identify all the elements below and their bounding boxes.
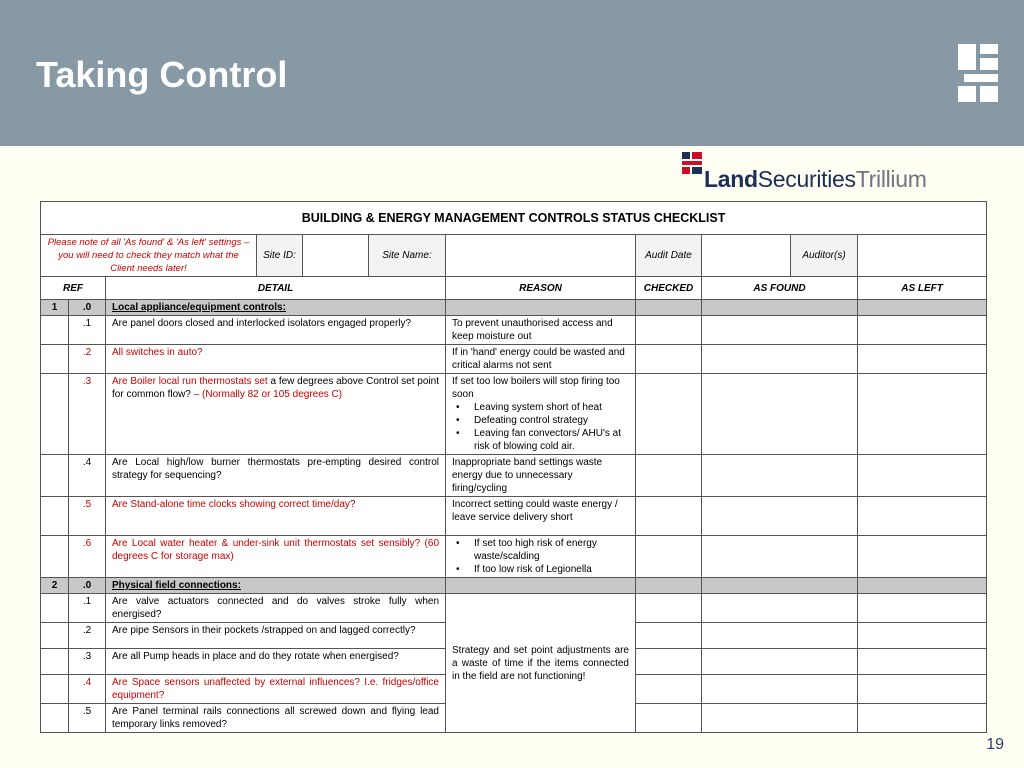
as-left-cell[interactable]	[858, 536, 987, 578]
as-found-cell[interactable]	[702, 455, 858, 497]
row-detail: Are Stand-alone time clocks showing correct time/day?	[106, 497, 446, 536]
checked-cell[interactable]	[636, 536, 702, 578]
section-title: Physical field connections:	[106, 578, 446, 594]
as-left-cell[interactable]	[858, 675, 987, 704]
row-ref: .5	[69, 704, 106, 733]
site-name-field[interactable]	[446, 235, 636, 277]
reason-bullet: • Defeating control strategy	[452, 414, 629, 427]
as-found-cell[interactable]	[702, 316, 858, 345]
checked-cell[interactable]	[636, 704, 702, 733]
table-row	[41, 455, 987, 497]
row-detail: Are pipe Sensors in their pockets /strapped on and lagged correctly?	[106, 623, 446, 649]
section-title: Local appliance/equipment controls:	[106, 300, 446, 316]
col-header-ref: REF	[41, 277, 106, 300]
as-found-cell[interactable]	[702, 374, 858, 455]
row-detail-part-red: Are Boiler local run thermostats set	[112, 376, 268, 387]
checked-cell[interactable]	[636, 649, 702, 675]
row-detail: All switches in auto?	[106, 345, 446, 374]
as-found-cell[interactable]	[702, 649, 858, 675]
audit-date-label: Audit Date	[636, 235, 702, 277]
brand-text-securities: Securities	[757, 166, 856, 192]
row-reason: To prevent unauthorised access and keep moisture out	[446, 316, 636, 345]
table-row	[41, 594, 987, 623]
shared-reason: Strategy and set point adjustments are a waste of time if the items connected in the field are not functioning!	[446, 594, 636, 733]
as-found-cell[interactable]	[702, 594, 858, 623]
row-ref: .6	[69, 536, 106, 578]
as-found-cell[interactable]	[702, 345, 858, 374]
brand-text-trillium: Trillium	[855, 166, 927, 192]
checked-cell[interactable]	[636, 345, 702, 374]
reason-bullet-list	[452, 401, 629, 453]
as-left-cell[interactable]	[858, 374, 987, 455]
section-row	[41, 300, 987, 316]
auditors-label: Auditor(s)	[791, 235, 858, 277]
auditors-field[interactable]	[858, 235, 987, 277]
row-ref: .3	[69, 649, 106, 675]
checked-cell[interactable]	[636, 455, 702, 497]
as-found-cell[interactable]	[702, 623, 858, 649]
page-number: 19	[986, 736, 1004, 753]
company-logo-icon	[958, 44, 998, 102]
as-left-cell[interactable]	[858, 649, 987, 675]
row-detail-part-red-2: – (Normally 82 or 105 degrees C)	[193, 389, 343, 400]
row-detail	[106, 374, 446, 455]
table-row	[41, 316, 987, 345]
section-number: 2	[41, 578, 69, 594]
row-detail: Are Local water heater & under-sink unit thermostats set sensibly? (60 degrees C for storage max)	[106, 536, 446, 578]
row-reason-text: If set too low boilers will stop firing too soon	[452, 376, 620, 400]
section-sub: .0	[69, 300, 106, 316]
row-reason: Incorrect setting could waste energy / leave service delivery short	[446, 497, 636, 536]
table-row	[41, 374, 987, 455]
checked-cell[interactable]	[636, 374, 702, 455]
table-row	[41, 497, 987, 536]
row-ref: .3	[69, 374, 106, 455]
row-ref: .1	[69, 594, 106, 623]
as-left-cell[interactable]	[858, 455, 987, 497]
row-ref: .2	[69, 345, 106, 374]
as-left-cell[interactable]	[858, 594, 987, 623]
as-left-cell[interactable]	[858, 345, 987, 374]
controls-checklist-table	[40, 201, 987, 733]
col-header-reason: REASON	[446, 277, 636, 300]
table-row	[41, 345, 987, 374]
section-number: 1	[41, 300, 69, 316]
as-left-cell[interactable]	[858, 704, 987, 733]
as-found-note: Please note of all 'As found' & 'As left' settings – you will need to check they match what the Client needs later!	[41, 235, 257, 277]
checklist-title: BUILDING & ENERGY MANAGEMENT CONTROLS STATUS CHECKLIST	[41, 202, 987, 235]
as-found-cell[interactable]	[702, 497, 858, 536]
site-name-label: Site Name:	[369, 235, 446, 277]
row-detail: Are Space sensors unaffected by external influences? I.e. fridges/office equipment?	[106, 675, 446, 704]
brand-wordmark	[704, 166, 927, 193]
site-id-label: Site ID:	[257, 235, 303, 277]
as-left-cell[interactable]	[858, 623, 987, 649]
reason-bullet: • Leaving fan convectors/ AHU's at risk of blowing cold air.	[452, 427, 629, 453]
row-reason: If in 'hand' energy could be wasted and critical alarms not sent	[446, 345, 636, 374]
row-detail: Are all Pump heads in place and do they rotate when energised?	[106, 649, 446, 675]
col-header-detail: DETAIL	[106, 277, 446, 300]
row-reason: Inappropriate band settings waste energy due to unnecessary firing/cycling	[446, 455, 636, 497]
row-detail-part: a few degrees above Control set point for common flow?	[112, 376, 439, 400]
row-reason	[446, 374, 636, 455]
reason-bullet: • If set too high risk of energy waste/scalding	[452, 537, 629, 563]
checked-cell[interactable]	[636, 623, 702, 649]
brand-text-land: Land	[704, 166, 758, 192]
row-ref: .5	[69, 497, 106, 536]
checked-cell[interactable]	[636, 497, 702, 536]
row-reason	[446, 536, 636, 578]
row-detail: Are Panel terminal rails connections all screwed down and flying lead temporary links removed?	[106, 704, 446, 733]
as-left-cell[interactable]	[858, 316, 987, 345]
checked-cell[interactable]	[636, 316, 702, 345]
site-id-field[interactable]	[303, 235, 369, 277]
col-header-checked: CHECKED	[636, 277, 702, 300]
reason-bullet: • If too low risk of Legionella	[452, 563, 629, 576]
col-header-as-left: AS LEFT	[858, 277, 987, 300]
section-sub: .0	[69, 578, 106, 594]
row-ref: .2	[69, 623, 106, 649]
slide-title: Taking Control	[36, 54, 288, 95]
as-found-cell[interactable]	[702, 675, 858, 704]
brand-mark-icon	[682, 152, 702, 174]
row-ref: .1	[69, 316, 106, 345]
reason-bullet-list	[452, 537, 629, 576]
audit-date-field[interactable]	[702, 235, 791, 277]
row-detail: Are Local high/low burner thermostats pre-empting desired control strategy for sequencing?	[106, 455, 446, 497]
row-detail: Are valve actuators connected and do valves stroke fully when energised?	[106, 594, 446, 623]
brand-logo	[682, 152, 982, 194]
row-detail: Are panel doors closed and interlocked isolators engaged properly?	[106, 316, 446, 345]
as-left-cell[interactable]	[858, 497, 987, 536]
as-found-cell[interactable]	[702, 536, 858, 578]
as-found-cell[interactable]	[702, 704, 858, 733]
row-ref: .4	[69, 675, 106, 704]
checked-cell[interactable]	[636, 675, 702, 704]
reason-bullet: • Leaving system short of heat	[452, 401, 629, 414]
col-header-as-found: AS FOUND	[702, 277, 858, 300]
row-ref: .4	[69, 455, 106, 497]
table-row	[41, 536, 987, 578]
checked-cell[interactable]	[636, 594, 702, 623]
column-header-row	[41, 277, 987, 300]
section-row	[41, 578, 987, 594]
